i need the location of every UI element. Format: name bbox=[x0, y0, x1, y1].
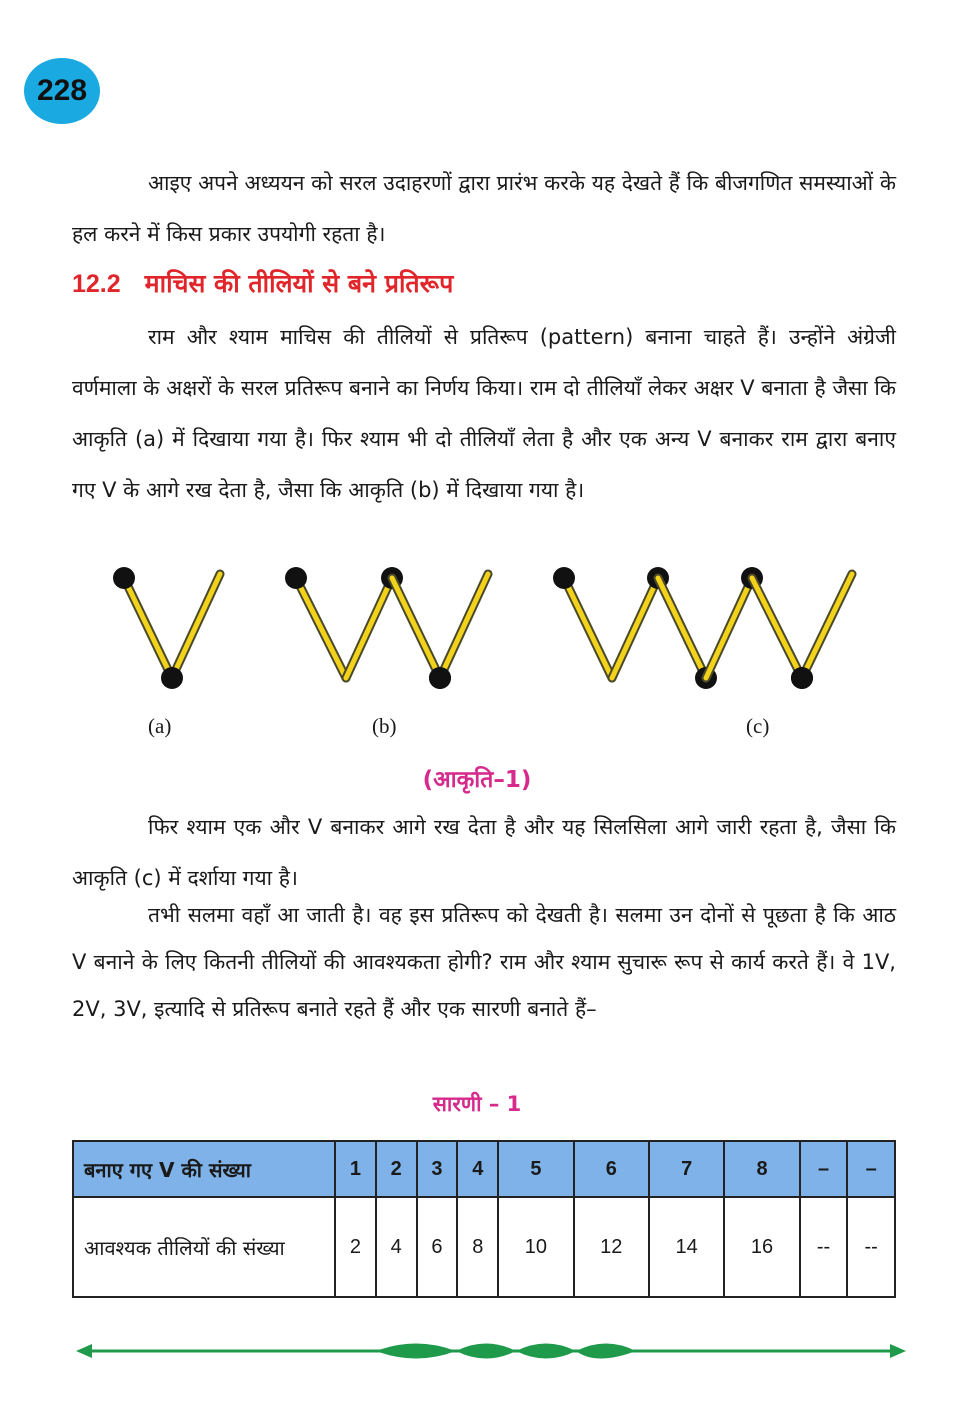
table-cell: 12 bbox=[574, 1197, 649, 1297]
matchstick-body bbox=[296, 578, 346, 678]
row-header-stick-count: आवश्यक तीलियों की संख्या bbox=[73, 1197, 335, 1297]
matchstick-head bbox=[113, 567, 135, 589]
table-cell: 4 bbox=[376, 1197, 417, 1297]
matchstick-head bbox=[161, 667, 183, 689]
matchstick-head bbox=[285, 567, 307, 589]
table-cell: 16 bbox=[724, 1197, 799, 1297]
table-cell: 8 bbox=[724, 1141, 799, 1197]
table-title: सारणी – 1 bbox=[432, 1092, 522, 1116]
matchstick-body bbox=[706, 578, 752, 678]
section-number: 12.2 bbox=[72, 270, 121, 298]
matchstick-table bbox=[72, 1140, 896, 1298]
matchstick-body bbox=[564, 578, 612, 678]
paragraph-1: राम और श्याम माचिस की तीलियों से प्रतिरूप (pattern) बनाना चाहते हैं। उन्होंने अंग्रेजी वर्णमाला के अक्षरों के सरल प्रतिरूप बनाने का निर्णय किया। राम दो तीलियाँ लेकर अक्षर V बनाता है जैसा कि आकृति (a) में दिखाया गया है। फिर श्याम भी दो तीलियाँ लेता है और एक अन्य V बनाकर राम द्वारा बनाए गए V के आगे रख देता है, जैसा कि आकृति (b) में दिखाया गया है। bbox=[72, 325, 896, 502]
table-cell: 10 bbox=[498, 1197, 573, 1297]
table-cell: 8 bbox=[457, 1197, 498, 1297]
figure-label-c: (c) bbox=[746, 714, 770, 738]
section-title: माचिस की तीलियों से बने प्रतिरूप bbox=[144, 269, 454, 298]
table-cell: – bbox=[800, 1141, 848, 1197]
matchstick-body bbox=[612, 578, 658, 678]
table-cell: 2 bbox=[335, 1197, 376, 1297]
matchstick-body bbox=[172, 574, 220, 678]
section-heading bbox=[72, 266, 453, 300]
table-cell: – bbox=[847, 1141, 895, 1197]
table-cell: 1 bbox=[335, 1141, 376, 1197]
table-cell: 7 bbox=[649, 1141, 724, 1197]
matchstick-body bbox=[440, 574, 488, 678]
matchstick-body bbox=[124, 578, 172, 678]
figure-label-a: (a) bbox=[148, 714, 172, 738]
matchstick-head bbox=[791, 667, 813, 689]
figure-label-b: (b) bbox=[372, 714, 397, 738]
page-number-badge bbox=[24, 58, 100, 124]
table-cell: 3 bbox=[417, 1141, 458, 1197]
intro-paragraph: आइए अपने अध्ययन को सरल उदाहरणों द्वारा प्रारंभ करके यह देखते हैं कि बीजगणित समस्याओं के हल करने में किस प्रकार उपयोगी रहता है। bbox=[72, 171, 896, 246]
paragraph-3: तभी सलमा वहाँ आ जाती है। वह इस प्रतिरूप को देखती है। सलमा उन दोनों से पूछता है कि आठ V बनाने के लिए कितनी तीलियों की आवश्यकता होगी? राम और श्याम सुचारू रूप से कार्य करते हैं। वे 1V, 2V, 3V, इत्यादि से प्रतिरूप बनाते रहते हैं और एक सारणी बनाते हैं– bbox=[72, 903, 896, 1021]
matchstick-body bbox=[802, 574, 852, 678]
table-cell: 2 bbox=[376, 1141, 417, 1197]
table-cell: 5 bbox=[498, 1141, 573, 1197]
table-cell: 4 bbox=[457, 1141, 498, 1197]
table-row bbox=[73, 1197, 895, 1297]
matchstick-head bbox=[429, 667, 451, 689]
table-cell: 14 bbox=[649, 1197, 724, 1297]
table-cell: 6 bbox=[417, 1197, 458, 1297]
table-cell: 6 bbox=[574, 1141, 649, 1197]
table-row bbox=[73, 1141, 895, 1197]
decorative-divider bbox=[76, 1334, 906, 1368]
matchstick-body bbox=[658, 578, 706, 678]
figure-caption: (आकृति–1) bbox=[422, 767, 532, 793]
matchstick-head bbox=[553, 567, 575, 589]
table-cell: -- bbox=[847, 1197, 895, 1297]
row-header-v-count: बनाए गए V की संख्या bbox=[73, 1141, 335, 1197]
table-cell: -- bbox=[800, 1197, 848, 1297]
page-number: 228 bbox=[36, 74, 88, 107]
paragraph-2: फिर श्याम एक और V बनाकर आगे रख देता है और यह सिलसिला आगे जारी रहता है, जैसा कि आकृति (c) में दर्शाया गया है। bbox=[72, 815, 896, 890]
matchstick-body bbox=[752, 578, 802, 678]
matchstick-body bbox=[392, 578, 440, 678]
matchstick-body bbox=[346, 578, 392, 678]
matchstick-patterns bbox=[113, 567, 852, 689]
matchstick-figure bbox=[0, 560, 954, 710]
